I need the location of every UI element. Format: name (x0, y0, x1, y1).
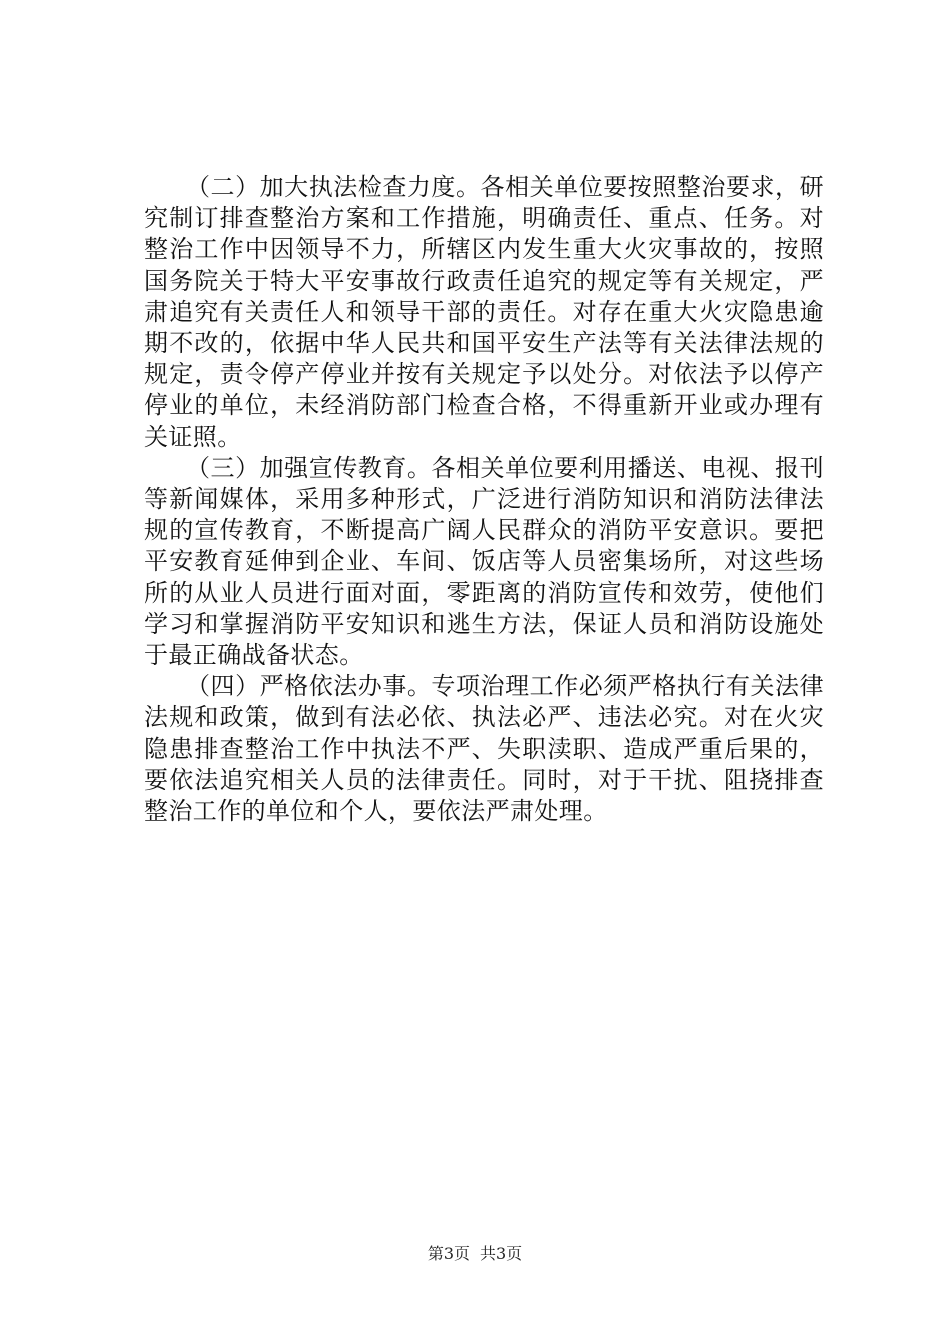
paragraph-publicity: （三）加强宣传教育。各相关单位要利用播送、电视、报刊等新闻媒体，采用多种形式，广泛进行消防知识和消防法律法规的宣传教育，不断提高广阔人民群众的消防平安意识。要把平安教育延伸到企业、车间、饭店等人员密集场所，对这些场所的从业人员进行面对面，零距离的消防宣传和效劳，使他们学习和掌握消防平安知识和逃生方法，保证人员和消防设施处于最正确战备状态。 (144, 453, 824, 670)
page-number: 第3页 (427, 1244, 470, 1263)
page-total: 共3页 (480, 1244, 523, 1263)
paragraph-legal-compliance: （四）严格依法办事。专项治理工作必须严格执行有关法律法规和政策，做到有法必依、执法必严、违法必究。对在火灾隐患排查整治工作中执法不严、失职渎职、造成严重后果的，要依法追究相关人员的法律责任。同时，对于干扰、阻挠排查整治工作的单位和个人，要依法严肃处理。 (144, 672, 824, 826)
page-footer (0, 1244, 950, 1264)
document-body (144, 172, 824, 827)
paragraph-enforcement: （二）加大执法检查力度。各相关单位要按照整治要求，研究制订排查整治方案和工作措施，明确责任、重点、任务。对整治工作中因领导不力，所辖区内发生重大火灾事故的，按照国务院关于特大平安事故行政责任追究的规定等有关规定，严肃追究有关责任人和领导干部的责任。对存在重大火灾隐患逾期不改的，依据中华人民共和国平安生产法等有关法律法规的规定，责令停产停业并按有关规定予以处分。对依法予以停产停业的单位，未经消防部门检查合格，不得重新开业或办理有关证照。 (144, 173, 824, 451)
